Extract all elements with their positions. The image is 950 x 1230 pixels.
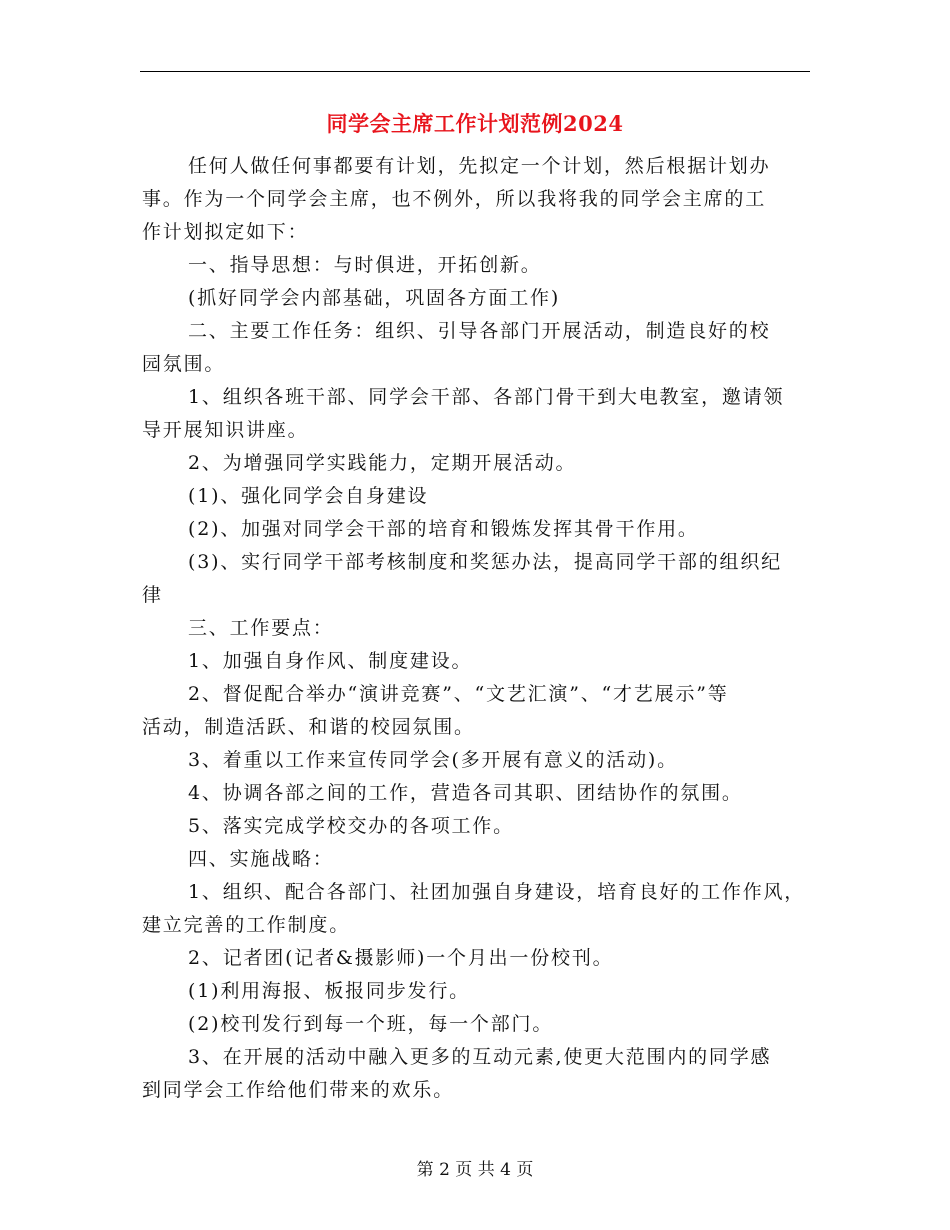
body-line: 导开展知识讲座。 <box>142 419 309 441</box>
body-line: 园氛围。 <box>142 353 226 375</box>
body-line: 3、着重以工作来宣传同学会(多开展有意义的活动)。 <box>188 749 678 771</box>
body-line: 2、为增强同学实践能力，定期开展活动。 <box>188 452 577 474</box>
document-title: 同学会主席工作计划范例2024 <box>326 111 624 136</box>
body-line: 1、加强自身作风、制度建设。 <box>188 650 473 672</box>
header-rule <box>140 71 810 72</box>
body-line: 1、组织、配合各部门、社团加强自身建设，培育良好的工作作风， <box>188 881 806 903</box>
body-line: 3、在开展的活动中融入更多的互动元素,使更大范围内的同学感 <box>188 1046 772 1068</box>
document-body <box>142 150 810 1107</box>
body-line: 2、督促配合举办“演讲竞赛”、“文艺汇演”、“才艺展示”等 <box>188 683 729 705</box>
body-line: (2)校刊发行到每一个班，每一个部门。 <box>188 1013 554 1035</box>
body-line: 任何人做任何事都要有计划，先拟定一个计划，然后根据计划办 <box>188 155 771 177</box>
body-line: 5、落实完成学校交办的各项工作。 <box>188 815 514 837</box>
body-line: 事。作为一个同学会主席，也不例外，所以我将我的同学会主席的工 <box>142 188 767 210</box>
body-line: 三、工作要点： <box>188 617 334 639</box>
body-line: (2)、加强对同学会干部的培育和锻炼发挥其骨干作用。 <box>188 518 699 540</box>
body-line: 一、指导思想：与时俱进，开拓创新。 <box>188 254 542 276</box>
page-number: 第 2 页 共 4 页 <box>416 1160 534 1180</box>
body-line: 4、协调各部之间的工作，营造各司其职、团结协作的氛围。 <box>188 782 743 804</box>
body-line: (1)利用海报、板报同步发行。 <box>188 980 470 1002</box>
body-line: (3)、实行同学干部考核制度和奖惩办法，提高同学干部的组织纪 <box>188 551 782 573</box>
body-line: 到同学会工作给他们带来的欢乐。 <box>142 1079 455 1101</box>
body-line: 活动，制造活跃、和谐的校园氛围。 <box>142 716 475 738</box>
body-line: 律 <box>142 584 163 606</box>
body-line: 1、组织各班干部、同学会干部、各部门骨干到大电教室，邀请领 <box>188 386 785 408</box>
body-line: 2、记者团(记者&摄影师)一个月出一份校刊。 <box>188 947 614 969</box>
body-line: 二、主要工作任务：组织、引导各部门开展活动，制造良好的校 <box>188 320 771 342</box>
body-line: 四、实施战略： <box>188 848 334 870</box>
body-line: (抓好同学会内部基础，巩固各方面工作) <box>188 287 561 309</box>
body-line: 作计划拟定如下： <box>142 221 309 243</box>
body-line: 建立完善的工作制度。 <box>142 914 351 936</box>
body-line: (1)、强化同学会自身建设 <box>188 485 429 507</box>
